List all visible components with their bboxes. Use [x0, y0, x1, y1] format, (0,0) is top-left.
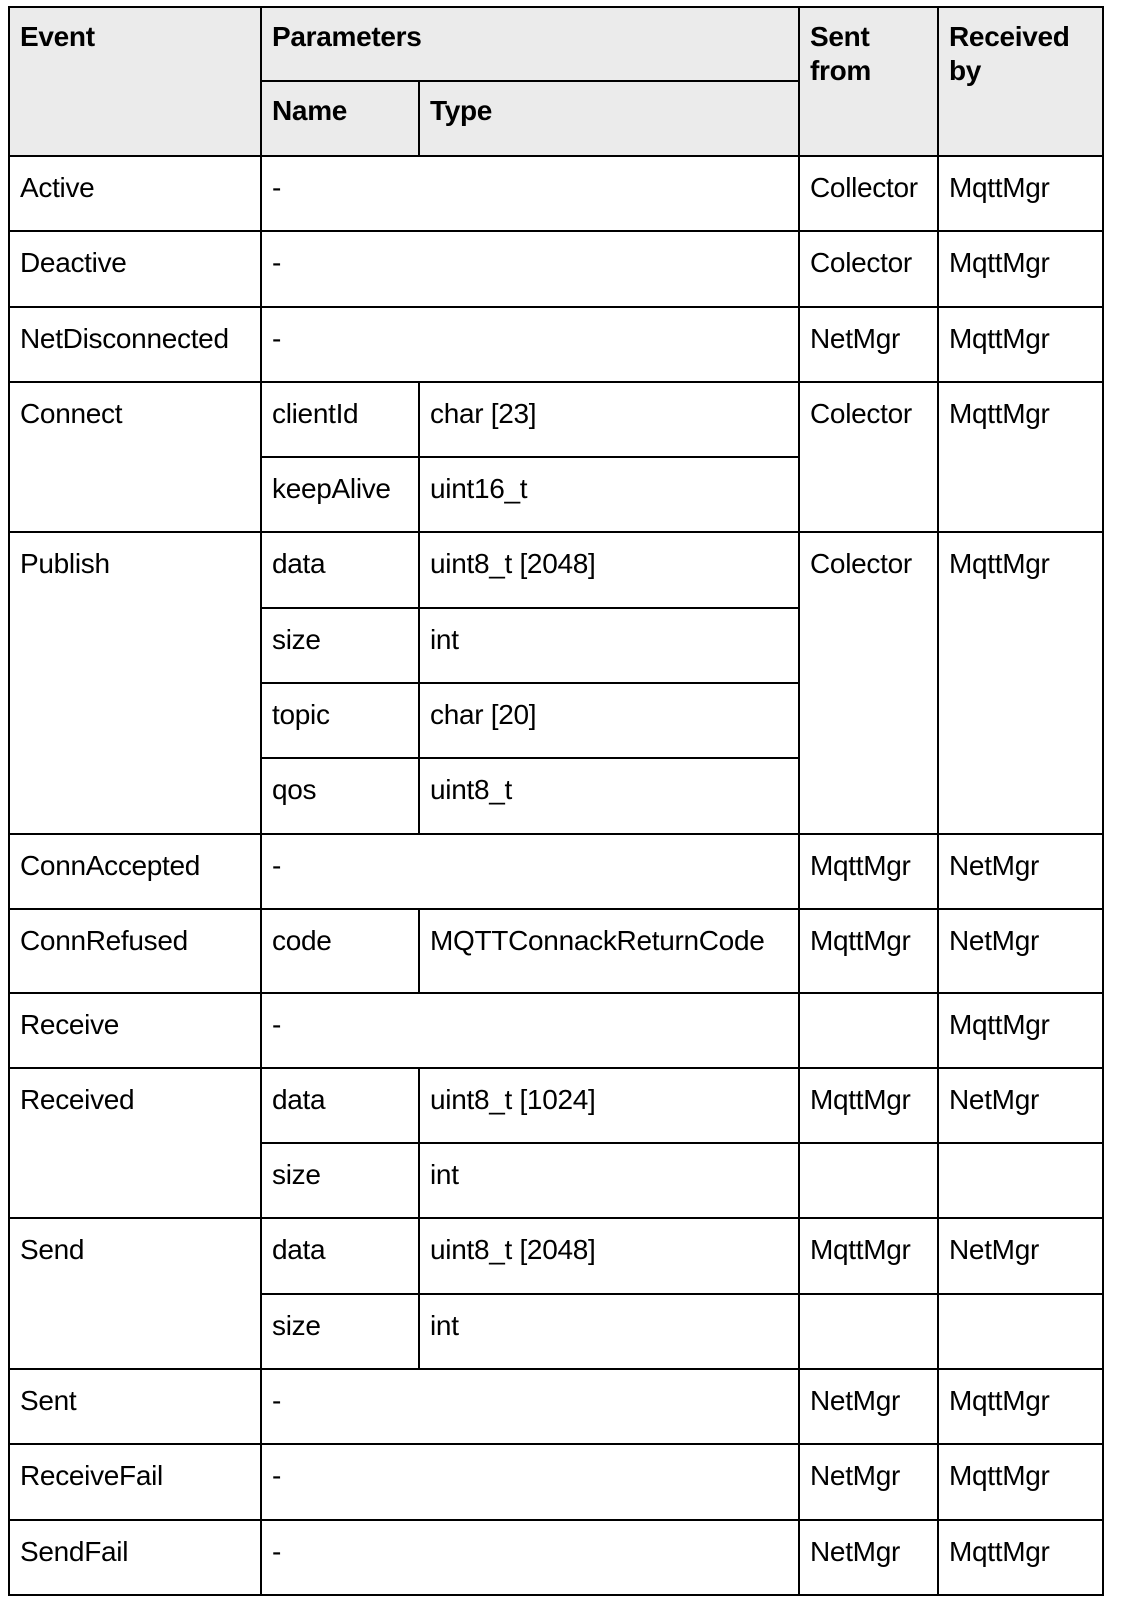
param-name-cell: data: [261, 1068, 419, 1143]
table-row: [9, 993, 1103, 1068]
event-cell: Active: [9, 156, 261, 231]
sent-from-cell: NetMgr: [799, 1369, 938, 1444]
received-by-cell: MqttMgr: [938, 1444, 1103, 1519]
param-name-cell: -: [261, 231, 799, 306]
event-cell: Deactive: [9, 231, 261, 306]
table-row: [9, 307, 1103, 382]
received-by-cell: MqttMgr: [938, 231, 1103, 306]
event-cell: SendFail: [9, 1520, 261, 1595]
header-name: Name: [261, 81, 419, 156]
param-type-cell: int: [419, 608, 799, 683]
param-name-cell: -: [261, 1520, 799, 1595]
received-by-cell: NetMgr: [938, 834, 1103, 909]
param-name-cell: size: [261, 1143, 419, 1218]
event-cell: Received: [9, 1068, 261, 1219]
sent-from-cell-empty: [799, 1143, 938, 1218]
param-name-cell: clientId: [261, 382, 419, 457]
param-name-cell: -: [261, 1369, 799, 1444]
table-row: [9, 1444, 1103, 1519]
received-by-cell: MqttMgr: [938, 1369, 1103, 1444]
param-name-cell: -: [261, 834, 799, 909]
param-name-cell: -: [261, 307, 799, 382]
sent-from-cell: NetMgr: [799, 1444, 938, 1519]
sent-from-cell: Collector: [799, 156, 938, 231]
event-cell: Publish: [9, 532, 261, 833]
param-name-cell: code: [261, 909, 419, 993]
event-cell: Connect: [9, 382, 261, 533]
event-cell: Sent: [9, 1369, 261, 1444]
received-by-cell: MqttMgr: [938, 1520, 1103, 1595]
param-name-cell: size: [261, 1294, 419, 1369]
param-name-cell: -: [261, 993, 799, 1068]
received-by-cell: MqttMgr: [938, 156, 1103, 231]
header-sent-from: Sent from: [799, 7, 938, 156]
event-cell: NetDisconnected: [9, 307, 261, 382]
events-table: [8, 6, 1104, 1596]
table-row: [9, 532, 1103, 607]
sent-from-cell: Colector: [799, 382, 938, 533]
table-row: [9, 1369, 1103, 1444]
param-type-cell: uint16_t: [419, 457, 799, 532]
param-name-cell: data: [261, 1218, 419, 1293]
header-event: Event: [9, 7, 261, 156]
received-by-cell: MqttMgr: [938, 993, 1103, 1068]
received-by-cell: NetMgr: [938, 909, 1103, 993]
sent-from-cell: MqttMgr: [799, 834, 938, 909]
table-row: [9, 382, 1103, 457]
received-by-cell: MqttMgr: [938, 532, 1103, 833]
sent-from-cell: [799, 993, 938, 1068]
param-type-cell: int: [419, 1294, 799, 1369]
param-type-cell: uint8_t [2048]: [419, 1218, 799, 1293]
header-received-by: Received by: [938, 7, 1103, 156]
sent-from-cell: NetMgr: [799, 1520, 938, 1595]
param-type-cell: uint8_t: [419, 758, 799, 833]
table-row: [9, 909, 1103, 993]
event-cell: ConnRefused: [9, 909, 261, 993]
received-by-cell: NetMgr: [938, 1068, 1103, 1143]
param-type-cell: char [20]: [419, 683, 799, 758]
param-type-cell: MQTTConnackReturnCode: [419, 909, 799, 993]
received-by-cell-empty: [938, 1294, 1103, 1369]
param-name-cell: data: [261, 532, 419, 607]
event-cell: Receive: [9, 993, 261, 1068]
header-type: Type: [419, 81, 799, 156]
header-parameters: Parameters: [261, 7, 799, 81]
table-row: [9, 1218, 1103, 1293]
event-cell: ConnAccepted: [9, 834, 261, 909]
event-cell: ReceiveFail: [9, 1444, 261, 1519]
param-name-cell: -: [261, 1444, 799, 1519]
param-name-cell: size: [261, 608, 419, 683]
sent-from-cell: Colector: [799, 532, 938, 833]
sent-from-cell: MqttMgr: [799, 1218, 938, 1293]
sent-from-cell: MqttMgr: [799, 909, 938, 993]
table-row: [9, 156, 1103, 231]
param-name-cell: -: [261, 156, 799, 231]
table-row: [9, 1068, 1103, 1143]
sent-from-cell: Colector: [799, 231, 938, 306]
event-cell: Send: [9, 1218, 261, 1369]
param-name-cell: qos: [261, 758, 419, 833]
param-type-cell: int: [419, 1143, 799, 1218]
param-type-cell: char [23]: [419, 382, 799, 457]
sent-from-cell-empty: [799, 1294, 938, 1369]
sent-from-cell: NetMgr: [799, 307, 938, 382]
table-row: [9, 1520, 1103, 1595]
param-type-cell: uint8_t [2048]: [419, 532, 799, 607]
param-name-cell: keepAlive: [261, 457, 419, 532]
table-row: [9, 231, 1103, 306]
param-name-cell: topic: [261, 683, 419, 758]
received-by-cell: NetMgr: [938, 1218, 1103, 1293]
param-type-cell: uint8_t [1024]: [419, 1068, 799, 1143]
sent-from-cell: MqttMgr: [799, 1068, 938, 1143]
table-row: [9, 834, 1103, 909]
received-by-cell-empty: [938, 1143, 1103, 1218]
received-by-cell: MqttMgr: [938, 382, 1103, 533]
received-by-cell: MqttMgr: [938, 307, 1103, 382]
